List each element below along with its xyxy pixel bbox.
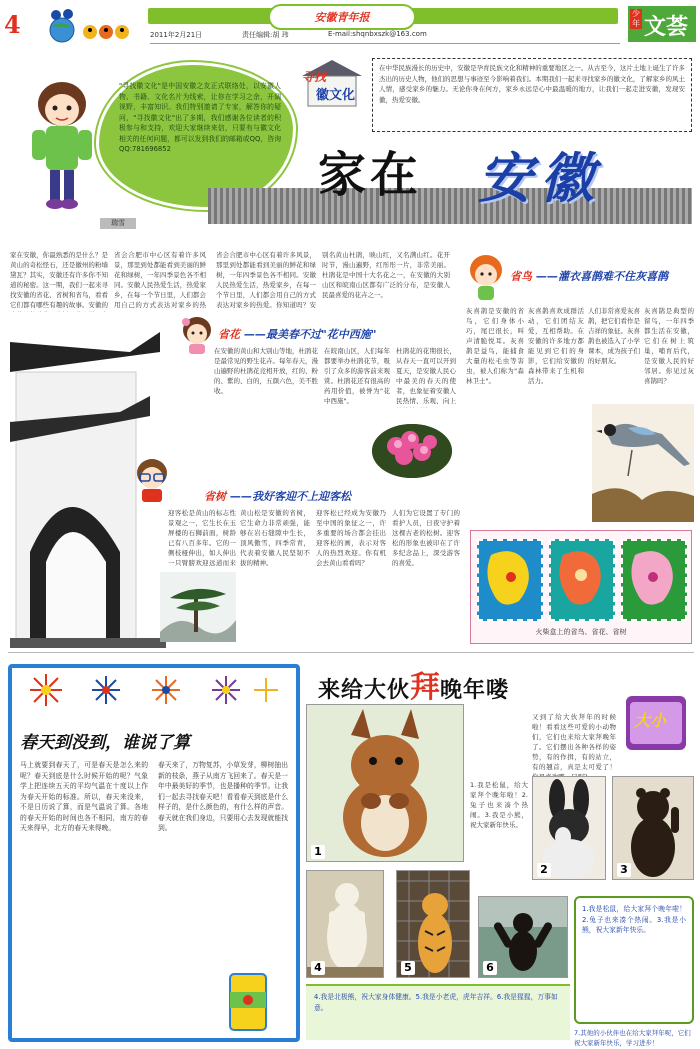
flower-text-a: 在安徽的黄山和大别山等地，杜鹃花是最常见的野生花卉。每年春天，漫山遍野的杜鹃花竞相开放，红的、粉的、紫的、白的，五颜六色，美不胜收。: [214, 347, 318, 395]
animals-title-big: 拜: [410, 670, 441, 705]
caption-box-right: [574, 896, 694, 1024]
photo-number-6: 6: [483, 961, 497, 975]
photo-number-4: 4: [311, 961, 325, 975]
spring-col-2: 春天来了，万物复苏，小草发芽，柳树抽出新的枝条，燕子从南方飞回来了。春天是一年中最美好的季节，也是播种的季节。让我们一起去寻找春天吧！看看春天到底是什么样子的，是什么颜色的，有什么样的声音。春天就在我们身边，只要用心去发现就能找到。: [158, 761, 288, 832]
caption-bar-bottom: [306, 984, 570, 1040]
section-divider: [8, 652, 694, 653]
series-title: [296, 56, 368, 108]
pine-photo: [160, 572, 236, 642]
corner-tag: 少年: [632, 9, 640, 28]
flower-subhead: 省花 ——最美春不过"花中西施": [218, 328, 377, 341]
bird-text-a: 灰喜鹊是安徽的省鸟，它们身体小巧，尾巴很长，叫声清脆悦耳。灰喜鹊是益鸟，能捕食大量的松毛虫等害虫，被人们称为"森林卫士"。: [466, 307, 524, 385]
animals-corner-label: 大小: [634, 711, 667, 730]
flower-text-c: 杜鹃花的花期很长，从春天一直可以开到夏天，是安徽人民心中最美的春天的使者，也象征着安徽人民热情、乐观、向上: [396, 347, 456, 405]
header-mascot-icon: [40, 6, 138, 44]
headline-part1: 家在: [318, 147, 423, 203]
animals-intro: 又到了给大伙拜年的时候啦！看看这些可爱的小动物们，它们也来给大家拜晚年了。它们摆出各种各样的姿势，有的作揖，有的站立，有的翘首，真是太可爱了！: [532, 713, 616, 771]
animal-photo-4: [306, 870, 384, 978]
animal-photo-5: [396, 870, 470, 978]
editor-note-text: 在中华民族漫长的历史中，安徽是孕育民族文化和精神的重要地区之一。从古至今，这片土地上诞生了许多杰出的历史人物，他们的思想与事迹至今影响着我们。本期我们一起来寻找家乡的徽文化，了解家乡的风土人情，感受家乡的魅力。无论你身在何方，家乡永远是心中最温暖的地方，让我们一起走进安徽，发现安徽，热爱安徽。: [379, 64, 685, 104]
stamp-2: [549, 539, 615, 621]
animal-photo-2: [532, 776, 606, 880]
bird-text-d: 灰喜鹊是典型的留鸟，一年四季都生活在安徽，它们在树上筑巢，哺育后代，是安徽人民的好邻居。你见过灰喜鹊吗？: [644, 307, 694, 385]
series-title-line1: 寻找: [302, 70, 327, 84]
spring-title: 春天到没到，谁说了算: [20, 733, 190, 753]
animals-title: [318, 662, 614, 705]
issue-date: 2011年2月21日: [150, 31, 203, 39]
bird-subhead: 省鸟 ——灌衣喜鹊难不住灰喜鹊: [510, 270, 668, 283]
animal-photo-3: [612, 776, 694, 880]
tree-subhead-who: 省树: [204, 490, 226, 503]
corner-big-text: 文荟: [644, 15, 689, 40]
spring-box: [8, 664, 300, 1042]
article-col-4: 别名黄山杜鹃，映山红，又名满山红。花开时节，漫山遍野，红彤彤一片，非常美丽。杜鹃花是中国十大名花之一，在安徽的大别山区和皖南山区都有广泛的分布，是安徽人民最喜爱的花卉之一。: [322, 251, 450, 299]
tree-subhead: 省树 ——我好客迎不上迎客松: [204, 490, 351, 503]
article-col-1: 家在安徽，你最熟悉的是什么？是黄山的奇松怪石，还是徽州的粉墙黛瓦？其实，安徽还有许多你不知道的秘密。这一期，我们一起来寻找安徽的省花、省树和省鸟，看看它们都有哪些有趣的故事。安徽的: [10, 251, 108, 309]
paper-name: 安徽青年报: [314, 11, 370, 24]
bird-subhead-who: 省鸟: [510, 270, 532, 283]
headline-part2: 安徽: [478, 147, 602, 210]
stamps-box: [470, 530, 692, 644]
photo-number-1: 1: [311, 845, 325, 859]
flower-subhead-title: 最美春不过"花中西施": [266, 328, 377, 341]
tree-text-d: 人们为它设置了专门的看护人员，日夜守护着这棵古老的松树。迎客松的形象也被印在了许多纪念品上，深受游客的喜爱。: [392, 509, 460, 567]
editor-note-box: [372, 58, 692, 132]
contact-email: E-mail:shqnbxszk@163.com: [328, 30, 427, 38]
header-rule: [150, 43, 620, 44]
paper-name-badge: [268, 4, 416, 30]
editor-credit: 责任编辑:胡 玮: [242, 31, 289, 39]
bird-text-b: 灰喜鹊喜欢成群活动，它们团结友爱，互相帮助。在安徽的许多地方都能见到它们的身影，它们给安徽的森林带来了生机和活力。: [528, 307, 584, 385]
magpie-photo: [592, 404, 694, 522]
intro-text: "寻找徽文化"是中国安徽之友正式联络处，以安徽人物、书籍、文化名片为线索，让你在学习之余，开阔视野，丰富知识。我们特别邀请了专家，解答你的疑问，"寻找徽文化"出了多期，我们感谢各位读者的积极参与和支持，欢迎大家继续来信，只要有与徽文化相关的任何问题，都可以发到我们的邮箱或QQ，咨询 QQ:781696852: [119, 82, 281, 153]
photo-number-5: 5: [401, 961, 415, 975]
stamps-caption: 火柴盒上的省鸟、省花、省树: [535, 628, 627, 636]
boy-head-icon: [132, 456, 172, 502]
animal-photo-6: [478, 896, 568, 978]
animals-title-part2: 晚年喽: [440, 678, 510, 703]
article-col-2: 省会合肥市中心区有着许多风景，那里到处都能看到美丽的鲜花和绿树，一年四季景色各不相同。安徽人民热爱生活，热爱家乡，在每一个节日里，人们都会用自己的方式表达对家乡的热: [114, 251, 206, 309]
animal-photo-1: [306, 704, 464, 862]
headline-banner: [318, 136, 692, 210]
caption-bar-bottom-text: 4.我是北极熊，祝大家身体健康。5.我是小老虎，虎年吉祥。6.我是猩猩，万事如意。: [314, 993, 558, 1012]
caption-box-right-text: 1.我是松鼠，给大家拜个晚年啦！2.兔子也来凑个热闹。3.我是小熊，祝大家新年快乐。: [582, 905, 686, 934]
girl-head-icon: [178, 314, 216, 354]
headline-gray-band: [208, 188, 692, 224]
photo-number-3: 3: [617, 863, 631, 877]
azalea-photo: [372, 424, 452, 478]
series-title-line2: 徽文化: [316, 88, 356, 103]
intro-byline: 瑞雪: [100, 218, 136, 229]
tree-subhead-title: 我好客迎不上迎客松: [252, 490, 351, 503]
stamp-3: [621, 539, 687, 621]
page-header: [0, 0, 700, 52]
stamp-1: [477, 539, 543, 621]
photo-number-2: 2: [537, 863, 551, 877]
article-col-3: 省会合肥市中心区有着许多风景，那里到处都能看到美丽的鲜花和绿树，一年四季景色各不相同。安徽人民热爱生活，热爱家乡，在每一个节日里，人们都会用自己的方式表达对家乡的热爱。你知道吗？安: [216, 251, 316, 309]
bird-text-c: 人们非常喜爱灰喜鹊，把它们看作是吉祥的象征。灰喜鹊也被选入了小学课本，成为孩子们的好朋友。: [588, 307, 640, 365]
tree-text-a: 迎客松是黄山的标志性景观之一，它生长在玉屏楼的石狮前面，树龄已有八百多年。它的一侧枝桠伸出，如人伸出一只臂膀欢迎远道而来: [168, 509, 236, 567]
bird-subhead-title: 灌衣喜鹊难不住灰喜鹊: [558, 270, 668, 283]
flower-text-b: 在皖南山区，人们每年都要举办杜鹃花节，吸引了众多的游客前来观赏。杜鹃花还有很高的药用价值，被誉为"花中西施"。: [324, 347, 390, 405]
animals-side-text: 1.我是松鼠，给大家拜个晚年啦！2.兔子也来凑个热闹。3.我是小熊，祝大家新年快乐。: [470, 781, 528, 829]
girl-redhair-icon: [466, 252, 506, 302]
tree-text-b: 黄山松是安徽的省树，它生命力非常顽强，能够在岩石缝隙中生长，顶风傲雪，四季常青，代表着安徽人民坚韧不拔的精神。: [240, 509, 310, 567]
flower-subhead-who: 省花: [218, 328, 240, 341]
animals-corner-badge: [620, 690, 692, 756]
girl-illustration: [22, 74, 102, 214]
animals-title-part1: 来给大伙: [318, 678, 411, 703]
caption-bar-extra: 7.其他的小伙伴也在给大家拜年呢，它们祝大家新年快乐，学习进步！: [574, 1029, 691, 1047]
spring-col-1: 马上就要到春天了，可是春天是怎么来的呢？春天到底是什么时候开始的呢？气象学上把连续五天的平均气温在十度以上作为春天开始的标准。所以，春天来没来，不是日历说了算，而是气温说了算。各地的春天开始的时间也各不相同，南方的春天来得早，北方的春天来得晚。: [20, 761, 148, 832]
tree-text-c: 迎客松已经成为安徽乃至中国的象征之一，许多重要的场合都会挂出迎客松的画，表示对客人的热烈欢迎。你有机会去黄山看看吗？: [316, 509, 386, 567]
corner-logo: [628, 6, 696, 42]
header-info-row: [150, 30, 620, 42]
spring-flowers-decoration: [26, 670, 286, 710]
drink-can-illustration: [220, 966, 280, 1034]
page-number: 4: [4, 10, 21, 39]
